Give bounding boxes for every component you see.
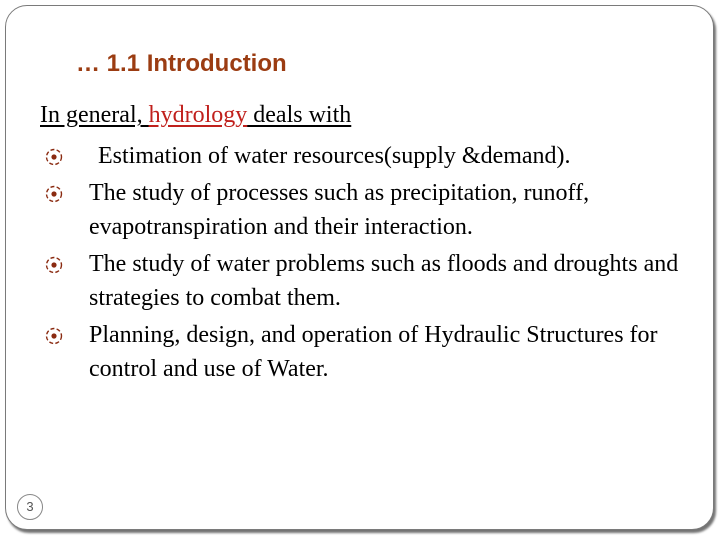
bullet-text: Estimation of water resources(supply &demand). [98, 143, 571, 169]
bullet-text: The study of processes such as precipitation, runoff, evapotranspiration and their interaction. [89, 180, 590, 240]
circled-dot-bullet-icon [44, 184, 64, 204]
intro-before: In general, [40, 102, 149, 128]
circled-dot-bullet-icon [44, 326, 64, 346]
bullet-item-estimation [40, 139, 700, 173]
hydrology-keyword: hydrology [148, 102, 248, 128]
page-number: 3 [17, 494, 43, 520]
bullet-list [40, 139, 700, 389]
circled-dot-bullet-icon [44, 255, 64, 275]
bullet-text: Planning, design, and operation of Hydraulic Structures for control and use of Water. [89, 322, 658, 382]
bullet-text: The study of water problems such as floods and droughts and strategies to combat them. [89, 251, 679, 311]
bullet-item-processes [40, 176, 700, 244]
bullet-item-planning [40, 318, 700, 386]
intro-after: deals with [247, 102, 352, 128]
bullet-item-water-problems [40, 247, 700, 315]
slide-title: … 1.1 Introduction [76, 50, 287, 77]
circled-dot-bullet-icon [44, 147, 64, 167]
intro-line [40, 102, 351, 129]
